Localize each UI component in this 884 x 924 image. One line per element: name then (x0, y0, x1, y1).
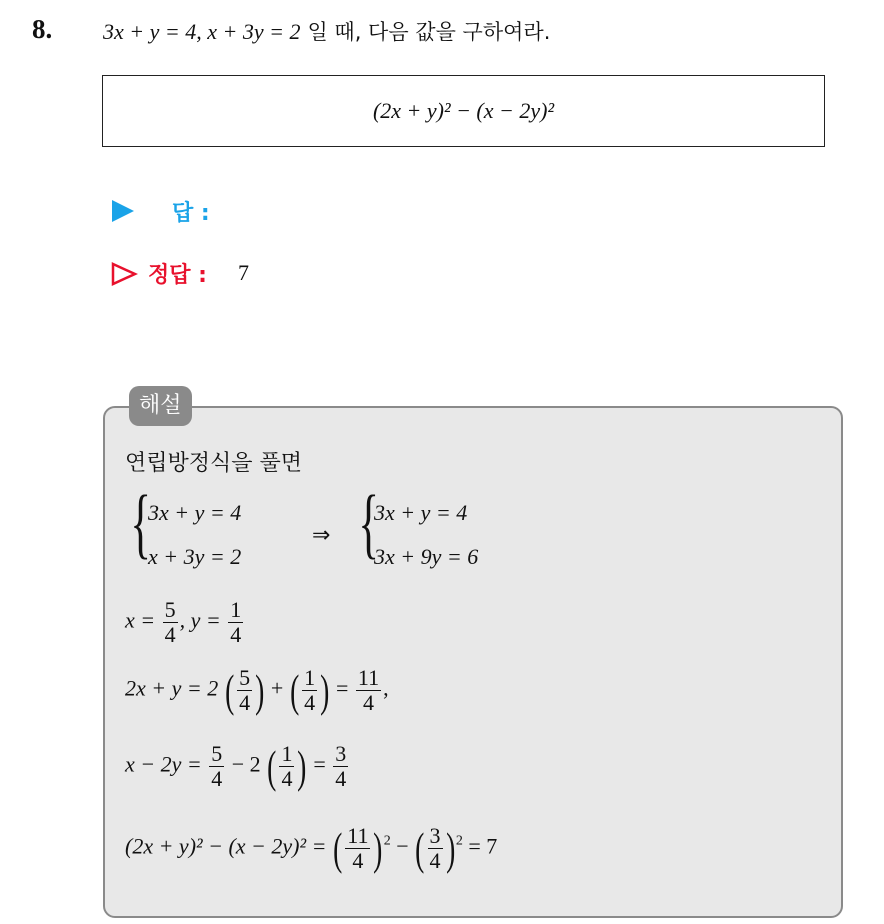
x-numerator: 5 (164, 597, 176, 622)
result2-numerator: 3 (335, 741, 347, 766)
correct-label: 정답 : (148, 263, 207, 288)
problem-number: 8. (32, 14, 53, 44)
system-right-eq1: 3x + y = 4 (374, 500, 468, 525)
problem-condition-math: 3x + y = 4, x + 3y = 2 (103, 19, 301, 44)
fraction-b (302, 666, 317, 715)
lhs-2x-plus-y: 2x + y = 2 (125, 675, 219, 701)
solution-tab: 해설 (129, 386, 192, 426)
system-left-eq1: 3x + y = 4 (148, 500, 242, 525)
solution-intro: 연립방정식을 풀면 (125, 451, 303, 476)
system-left-eq2: x + 3y = 2 (148, 544, 242, 569)
implies-arrow: ⇒ (312, 522, 331, 547)
problem-statement (103, 16, 550, 46)
trailing-comma: , (383, 675, 389, 701)
correct-value: 7 (238, 260, 249, 285)
minus-two: − 2 (231, 751, 261, 777)
fraction-x (163, 598, 178, 647)
solution-final-line: (2x + y)² − (x − 2y)² = ( $\frac{11}{4}$ )$^2$ − ( $\frac{3}{4}$ )$^2$ = 7 (125, 822, 498, 874)
target-expression: (2x + y)² − (x − 2y)² (372, 98, 555, 123)
a-numerator: 5 (239, 665, 251, 690)
result-numerator: 11 (357, 665, 380, 690)
system-right-eq2: 3x + 9y = 6 (374, 544, 479, 569)
answer-label: 답 : (172, 201, 210, 226)
d-denominator: 4 (281, 766, 293, 791)
fraction-a (237, 666, 252, 715)
y-numerator: 1 (230, 597, 242, 622)
final-result: = 7 (468, 833, 498, 859)
plus-sign: + (270, 675, 284, 701)
problem-condition-text: 일 때, 다음 값을 구하여라. (307, 20, 551, 44)
b-numerator: 1 (304, 665, 316, 690)
result2-denominator: 4 (335, 766, 347, 791)
square-exponent: 2 (455, 833, 463, 849)
final-lhs: (2x + y)² − (x − 2y)² = (125, 833, 327, 859)
square-exponent: 2 (383, 833, 391, 849)
fraction-result-2 (333, 742, 348, 791)
c-denominator: 4 (211, 766, 223, 791)
equals-sign: = (335, 675, 349, 701)
x-denominator: 4 (164, 622, 176, 647)
equals-sign: = (313, 751, 326, 777)
b-denominator: 4 (304, 690, 316, 715)
x-equals: x = (125, 607, 156, 633)
correct-arrow-icon (110, 261, 138, 287)
fraction-f (428, 824, 443, 873)
fraction-e (345, 824, 370, 873)
y-equals: , y = (179, 607, 221, 633)
y-denominator: 4 (230, 622, 242, 647)
result-denominator: 4 (362, 690, 374, 715)
fraction-y (228, 598, 243, 647)
e-numerator: 11 (347, 823, 369, 848)
answer-arrow-icon (112, 200, 134, 222)
f-numerator: 3 (429, 823, 441, 848)
left-brace: { (130, 479, 152, 566)
a-denominator: 4 (239, 690, 251, 715)
solution-x-minus-2y-line: x − 2y = $\frac{5}{4}$ − 2 ( $\frac{1}{4}$ ) = $\frac{3}{4}$ (125, 740, 347, 792)
solution-xy-line (125, 598, 245, 647)
expression-box (102, 75, 825, 147)
fraction-result (356, 666, 381, 715)
fraction-d (279, 742, 294, 791)
c-numerator: 5 (211, 741, 223, 766)
d-numerator: 1 (281, 741, 293, 766)
right-brace: { (358, 479, 380, 566)
f-denominator: 4 (429, 848, 441, 873)
solution-2x-plus-y-line: 2x + y = 2 ( $\frac{5}{4}$ ) + ( $\frac{1}{4}$ ) = $\frac{11}{4}$ , (125, 664, 389, 716)
fraction-c (209, 742, 224, 791)
lhs-x-minus-2y: x − 2y = (125, 751, 202, 777)
minus-sign: − (396, 833, 409, 859)
e-denominator: 4 (352, 848, 364, 873)
